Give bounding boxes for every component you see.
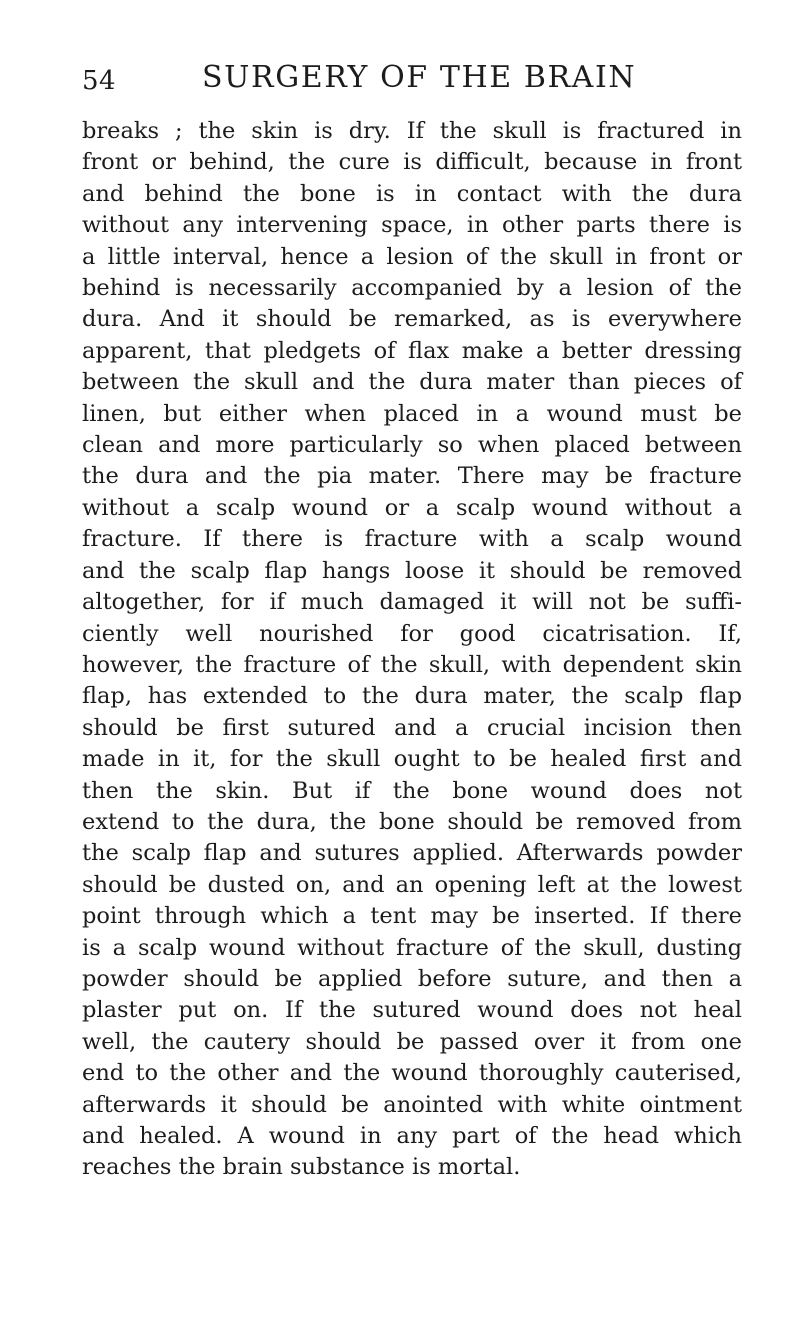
text-line: end to the other and the wound thoroughly cauterised, bbox=[82, 1060, 742, 1087]
text-line: should be dusted on, and an opening left at the lowest bbox=[82, 871, 742, 898]
text-line: powder should be applied before suture, and then a bbox=[82, 965, 742, 992]
text-line: without a scalp wound or a scalp wound without a bbox=[82, 494, 742, 521]
text-line: the dura and the pia mater. There may be fracture bbox=[82, 463, 742, 490]
text-line: dura. And it should be remarked, as is everywhere bbox=[82, 306, 742, 333]
running-head bbox=[82, 60, 762, 100]
text-line: reaches the brain substance is mortal. bbox=[82, 1154, 521, 1181]
text-line: apparent, that pledgets of flax make a better dressing bbox=[82, 337, 742, 364]
text-line: should be first sutured and a crucial incision then bbox=[82, 714, 742, 741]
text-line: made in it, for the skull ought to be healed first and bbox=[82, 746, 742, 773]
text-line: linen, but either when placed in a wound must be bbox=[82, 400, 742, 427]
text-line: fracture. If there is fracture with a scalp wound bbox=[82, 526, 742, 553]
text-line: and healed. A wound in any part of the head which bbox=[82, 1123, 742, 1149]
text-line: ciently well nourished for good cicatrisation. If, bbox=[82, 620, 742, 647]
page-number: 54 bbox=[82, 66, 117, 96]
text-line: between the skull and the dura mater than pieces of bbox=[82, 369, 742, 396]
text-line: well, the cautery should be passed over it from one bbox=[82, 1028, 742, 1055]
body-paragraph bbox=[82, 116, 742, 1184]
text-line: and the scalp flap hangs loose it should be removed bbox=[82, 557, 742, 584]
text-line: altogether, for if much damaged it will not be suffi- bbox=[82, 589, 742, 616]
text-line: behind is necessarily accompanied by a lesion of the bbox=[82, 275, 742, 302]
book-title: SURGERY OF THE BRAIN bbox=[202, 60, 637, 95]
text-line: plaster put on. If the sutured wound does not heal bbox=[82, 997, 742, 1024]
text-line: flap, has extended to the dura mater, the scalp flap bbox=[82, 683, 742, 710]
text-line: extend to the dura, the bone should be removed from bbox=[82, 808, 742, 835]
text-line: the scalp flap and sutures applied. Afterwards powder bbox=[82, 840, 742, 867]
text-line: front or behind, the cure is difficult, because in front bbox=[82, 149, 742, 176]
text-line: without any intervening space, in other parts there is bbox=[82, 212, 742, 239]
text-line: however, the fracture of the skull, with dependent skin bbox=[82, 651, 742, 678]
text-line: clean and more particularly so when placed between bbox=[82, 432, 742, 459]
text-line: breaks ; the skin is dry. If the skull is fractured in bbox=[82, 118, 742, 144]
text-line: then the skin. But if the bone wound does not bbox=[82, 777, 742, 804]
text-line: point through which a tent may be inserted. If there bbox=[82, 903, 742, 930]
text-line: is a scalp wound without fracture of the skull, dusting bbox=[82, 934, 742, 961]
text-line: a little interval, hence a lesion of the skull in front or bbox=[82, 243, 742, 270]
text-line: afterwards it should be anointed with white ointment bbox=[82, 1091, 742, 1118]
text-line: and behind the bone is in contact with the dura bbox=[82, 180, 742, 207]
